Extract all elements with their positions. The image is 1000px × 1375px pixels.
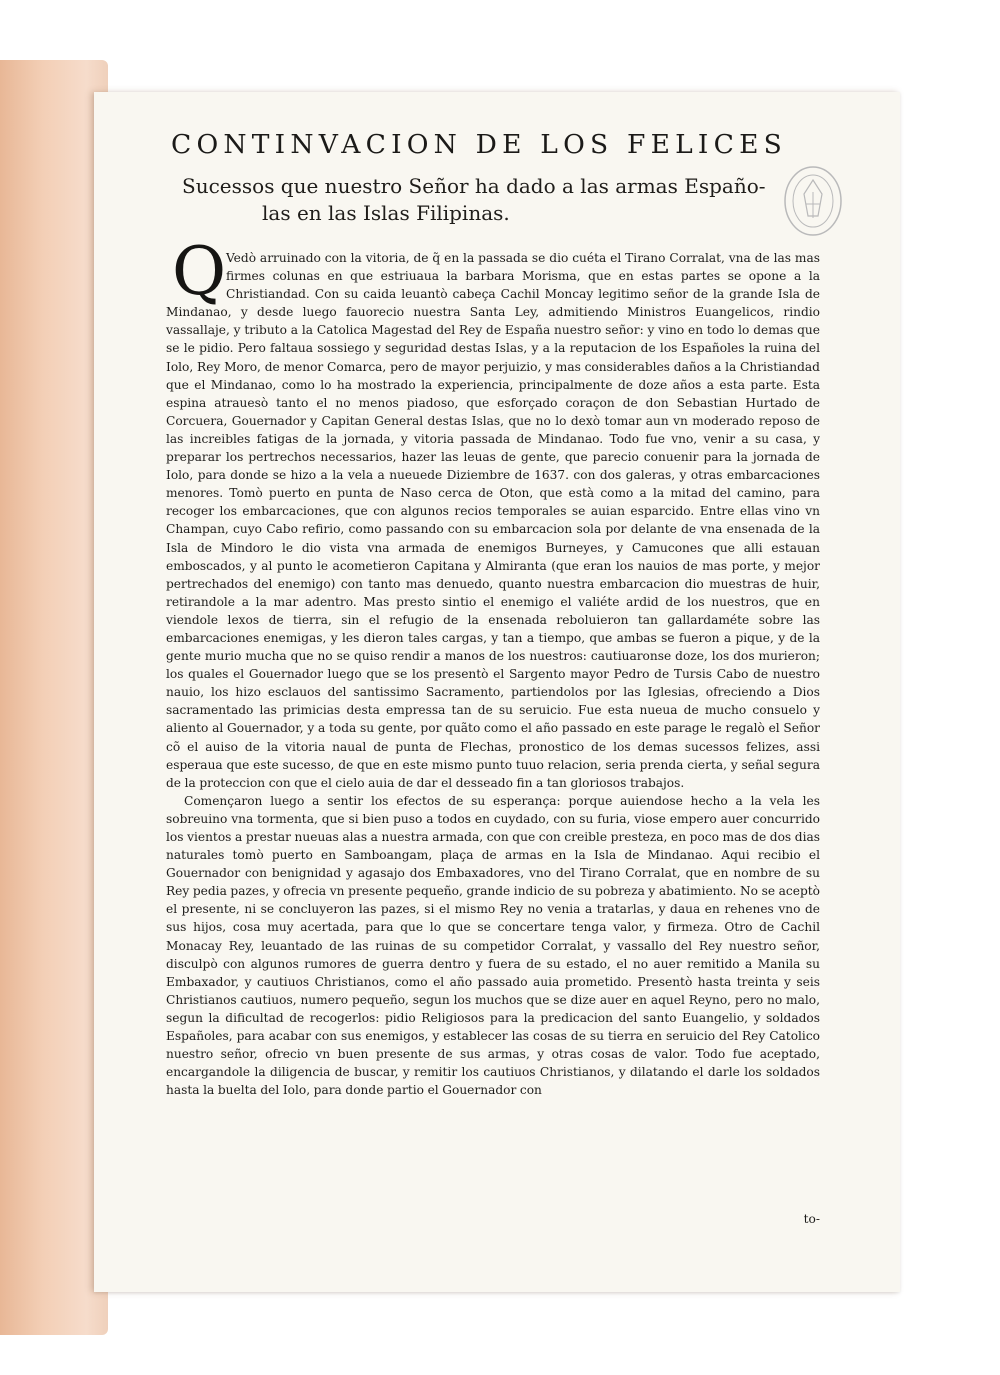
paragraph-1-text: Vedò arruinado con la vitoria, de q̃ en la passada se dio cuéta el Tirano Corralat, vna de las mas firmes colunas en que estriuaua la barbara Morisma, que en estas partes se opone a la Christiandad. Con su caida leuantò cabeça Cachil Moncay legitimo señor de la grande Isla de Mindanao, y desde luego fauorecio nuestra Santa Ley, admitiendo Ministros Euangelicos, rindio vassallaje, y tributo a la Catolica Magestad del Rey de España nuestro señor: y vino en todo lo demas que se le pidio. Pero faltaua sossiego y seguridad destas Islas, y a la reputacion de los Españoles la ruina del Iolo, Rey Moro, de menor Comarca, pero de mayor perjuizio, y mas considerables daños a la Christiandad que el Mindanao, como lo ha mostrado la experiencia, principalmente de doze años a esta parte. Esta espina atrauesò tanto el no menos piadoso, que esforçado coraçon de don Sebastian Hurtado de Corcuera, Gouernador y Capitan General destas Islas, que no lo dexò tomar aun vn moderado reposo de las increibles fatigas de la jornada, y vitoria passada de Mindanao. Todo fue vno, venir a su casa, y preparar los pertrechos necessarios, hazer las leuas de gente, que parecio conuenir para la jornada de Iolo, para donde se hizo a la vela a nueuede Diziembre de 1637. con dos galeras, y otras embarcaciones menores. Tomò puerto en punta de Naso cerca de Oton, que està como a la mitad del camino, para recoger los embarcaciones, que con algunos recios temporales se auian esparcido. Entre ellas vino vn Champan, cuyo Cabo refirio, como passando con su embarcacion sola por delante de vna ensenada de la Isla de Mindoro le dio vista vna armada de enemigos Burneyes, y Camucones que alli estauan emboscados, y al punto le acometieron Capitana y Almiranta (que eran los nauios de mas porte, y mejor pertrechados del enemigo) con tanto mas denuedo, quanto nuestra embarcacion dio muestras de huir, retirandole a la mar adentro. Mas presto sintio el enemigo el valiéte ardid de los nuestros, que en viendole lexos de tierra, sin el refugio de la ensenada reboluieron tan gallardaméte sobre las embarcaciones enemigas, y les dieron tales cargas, y tan a tiempo, que ambas se fueron a pique, y de la gente murio mucha que no se quiso rendir a manos de los nuestros: cautiuaronse doze, los dos murieron; los quales el Gouernador luego que se los presentò el Sargento mayor Pedro de Tursis Cabo de nuestro nauio, los hizo esclauos del santissimo Sacramento, partiendolos por las Iglesias, ofreciendo a Dios sacramentado las primicias desta empressa tan de su seruicio. Fue esta nueua de mucho consuelo y aliento al Gouernador, y a toda su gente, por quãto como el año passado en este parage le regalò el Señor cõ el auiso de la vitoria naual de punta de Flechas, pronostico de los demas sucessos felizes, assi esperaua que este sucesso, de que en este mismo punto tuuo relacion, seria prenda cierta, y señal segura de la proteccion con que el cielo auia de dar el desseado fin a tan gloriosos trabajos.: [166, 251, 820, 790]
subtitle-line-1: Sucessos que nuestro Señor ha dado a las armas Españo-: [182, 174, 766, 198]
paragraph-2: Començaron luego a sentir los efectos de su esperança: porque auiendose hecho a la vela les sobreuino vna tormenta, que si bien puso a todos en cuydado, con su furia, viose empero auer concurrido los vientos a prestar nueuas alas a nuestra armada, con que con creible presteza, en poco mas de dos dias naturales tomò puerto en Samboangam, plaça de armas en la Isla de Mindanao. Aqui recibio el Gouernador con benignidad y agasajo dos Embaxadores, vno del Tirano Corralat, que en nombre de su Rey pedia pazes, y ofrecia vn presente pequeño, grande indicio de su pobreza y abatimiento. No se aceptò el presente, ni se concluyeron las pazes, si el mismo Rey no venia a tratarlas, y daua en rehenes vno de sus hijos, cosa muy acertada, para que lo que se concertare tenga valor, y firmeza. Otro de Cachil Monacay Rey, leuantado de las ruinas de su competidor Corralat, y vassallo del Rey nuestro señor, disculpò con algunos rumores de guerra dentro y fuera de su estado, el no auer remitido a Manila su Embaxador, y cautiuos Christianos, como el año passado auia prometido. Presentò hasta treinta y seis Christianos cautiuos, numero pequeño, segun los muchos que se dize auer en aquel Reyno, pero no malo, segun la dificultad de recogerlos: pidio Religiosos para la predicacion del santo Euangelio, y soldados Españoles, para acabar con sus enemigos, y establecer las cosas de su tierra en seruicio del Rey Catolico nuestro señor, ofrecio vn buen presente de sus armas, y otras cosas de valor. Todo fue aceptado, encargandole la diligencia de buscar, y remitir los cautiuos Christianos, y dilatando el darle los soldados hasta la buelta del Iolo, para donde partio el Gouernador con: [166, 793, 820, 1098]
facing-page-edge: [0, 60, 108, 1335]
paragraph-1: [166, 249, 820, 792]
subtitle-line-2: las en las Islas Filipinas.: [262, 201, 510, 225]
body-text: [166, 249, 820, 1099]
page-title: CONTINVACION DE LOS FELICES: [171, 129, 787, 160]
catchword: to-: [803, 1212, 820, 1226]
drop-cap-initial: Q: [172, 233, 227, 310]
drop-cap-space: [166, 249, 226, 303]
printed-page: [94, 92, 900, 1292]
